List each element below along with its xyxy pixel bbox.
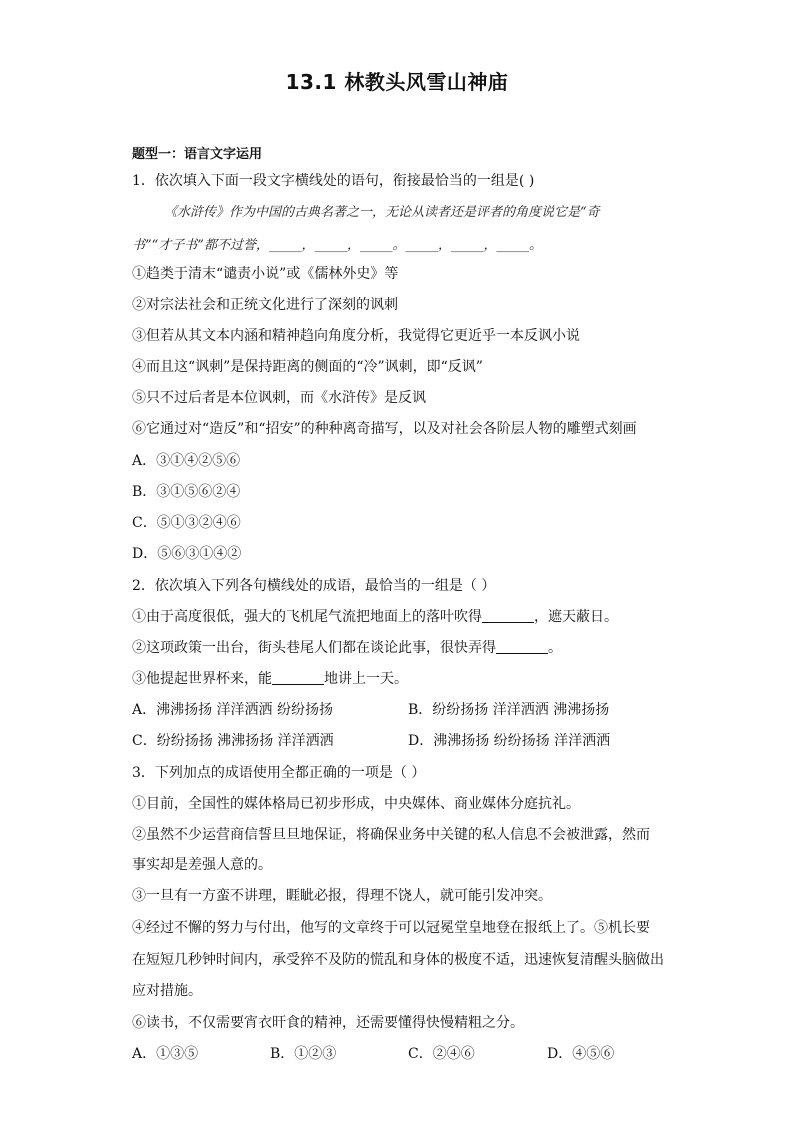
q3-line-7: 应对措施。 bbox=[132, 983, 202, 999]
q1-item-4: ④而且这“讽刺”是保持距离的侧面的“冷”讽刺，即“反讽” bbox=[132, 359, 483, 375]
q2-option-d: D．沸沸扬扬 纷纷扬扬 洋洋洒洒 bbox=[408, 733, 611, 749]
q1-stem: 1．依次填入下面一段文字横线处的语句，衔接最恰当的一组是( ) bbox=[132, 173, 535, 189]
q2-s1-pre: ①由于高度很低，强大的飞机尾气流把地面上的落叶吹得 bbox=[132, 609, 482, 625]
q1-item-3: ③但若从其文本内涵和精神趋向角度分析，我觉得它更近乎一本反讽小说 bbox=[132, 328, 580, 344]
q1-item-1: ①趋类于清末“谴责小说”或《儒林外史》等 bbox=[132, 266, 399, 282]
page-title: 13.1 林教头风雪山神庙 bbox=[285, 70, 509, 94]
q3-option-b: B．①②③ bbox=[270, 1046, 337, 1062]
q2-option-c: C．纷纷扬扬 沸沸扬扬 洋洋洒洒 bbox=[132, 733, 334, 749]
q2-sentence-1 bbox=[132, 607, 618, 627]
q2-sentence-2 bbox=[132, 638, 562, 658]
q1-item-5: ⑤只不过后者是本位讽刺，而《水浒传》是反讽 bbox=[132, 390, 426, 406]
section-heading: 题型一：语言文字运用 bbox=[132, 147, 263, 162]
q2-blank-1 bbox=[482, 608, 534, 623]
q2-s2-pre: ②这项政策一出台，街头巷尾人们都在谈论此事，很快弄得 bbox=[132, 640, 496, 656]
q1-option-b: B．③①⑤⑥②④ bbox=[132, 484, 241, 500]
q1-passage-line2: 书”“才子书”都不过誉，_____，_____，_____。_____，_____，_____。 bbox=[132, 238, 542, 253]
q3-option-a: A．①③⑤ bbox=[132, 1046, 199, 1062]
q1-option-d: D．⑤⑥③①④② bbox=[132, 546, 242, 562]
q3-line-5: ④经过不懈的努力与付出，他写的文章终于可以冠冕堂皇地登在报纸上了。⑤机长要 bbox=[132, 920, 650, 936]
q3-line-8: ⑥读书，不仅需要宵衣旰食的精神，还需要懂得快慢精粗之分。 bbox=[132, 1015, 524, 1031]
q3-line-1: ①目前，全国性的媒体格局已初步形成，中央媒体、商业媒体分庭抗礼。 bbox=[132, 796, 580, 812]
q2-option-b: B．纷纷扬扬 洋洋洒洒 沸沸扬扬 bbox=[408, 702, 610, 718]
q3-line-6: 在短短几秒钟时间内，承受猝不及防的慌乱和身体的极度不适，迅速恢复清醒头脑做出 bbox=[132, 952, 664, 968]
q1-option-c: C．⑤①③②④⑥ bbox=[132, 515, 241, 531]
q2-sentence-3 bbox=[132, 669, 408, 689]
q2-stem: 2．依次填入下列各句横线处的成语，最恰当的一组是（ ） bbox=[132, 578, 496, 594]
q3-line-4: ③一旦有一方蛮不讲理，睚眦必报，得理不饶人，就可能引发冲突。 bbox=[132, 888, 552, 904]
q2-blank-3 bbox=[272, 670, 324, 685]
q2-s3-post: 地讲上一天。 bbox=[324, 671, 408, 687]
q1-passage-line1: 《水浒传》作为中国的古典名著之一，无论从读者还是评者的角度说它是“奇 bbox=[164, 205, 600, 220]
q3-line-2: ②虽然不少运营商信誓旦旦地保证，将确保业务中关键的私人信息不会被泄露，然而 bbox=[132, 827, 650, 843]
q1-option-a: A．③①④②⑤⑥ bbox=[132, 453, 241, 469]
q2-s1-post: ，遮天蔽日。 bbox=[534, 609, 618, 625]
q3-option-c: C．②④⑥ bbox=[408, 1046, 475, 1062]
q2-option-a: A．沸沸扬扬 洋洋洒洒 纷纷扬扬 bbox=[132, 702, 334, 718]
q3-option-d: D．④⑤⑥ bbox=[547, 1046, 615, 1062]
q1-item-2: ②对宗法社会和正统文化进行了深刻的讽刺 bbox=[132, 297, 398, 313]
q3-line-3: 事实却是差强人意的。 bbox=[132, 857, 272, 873]
q1-item-6: ⑥它通过对“造反”和“招安”的种种离奇描写，以及对社会各阶层人物的雕塑式刻画 bbox=[132, 421, 637, 437]
q2-s3-pre: ③他提起世界杯来，能 bbox=[132, 671, 272, 687]
q2-blank-2 bbox=[496, 639, 548, 654]
q3-stem: 3．下列加点的成语使用全都正确的一项是（ ） bbox=[132, 765, 426, 781]
q2-s2-post: 。 bbox=[548, 640, 562, 656]
